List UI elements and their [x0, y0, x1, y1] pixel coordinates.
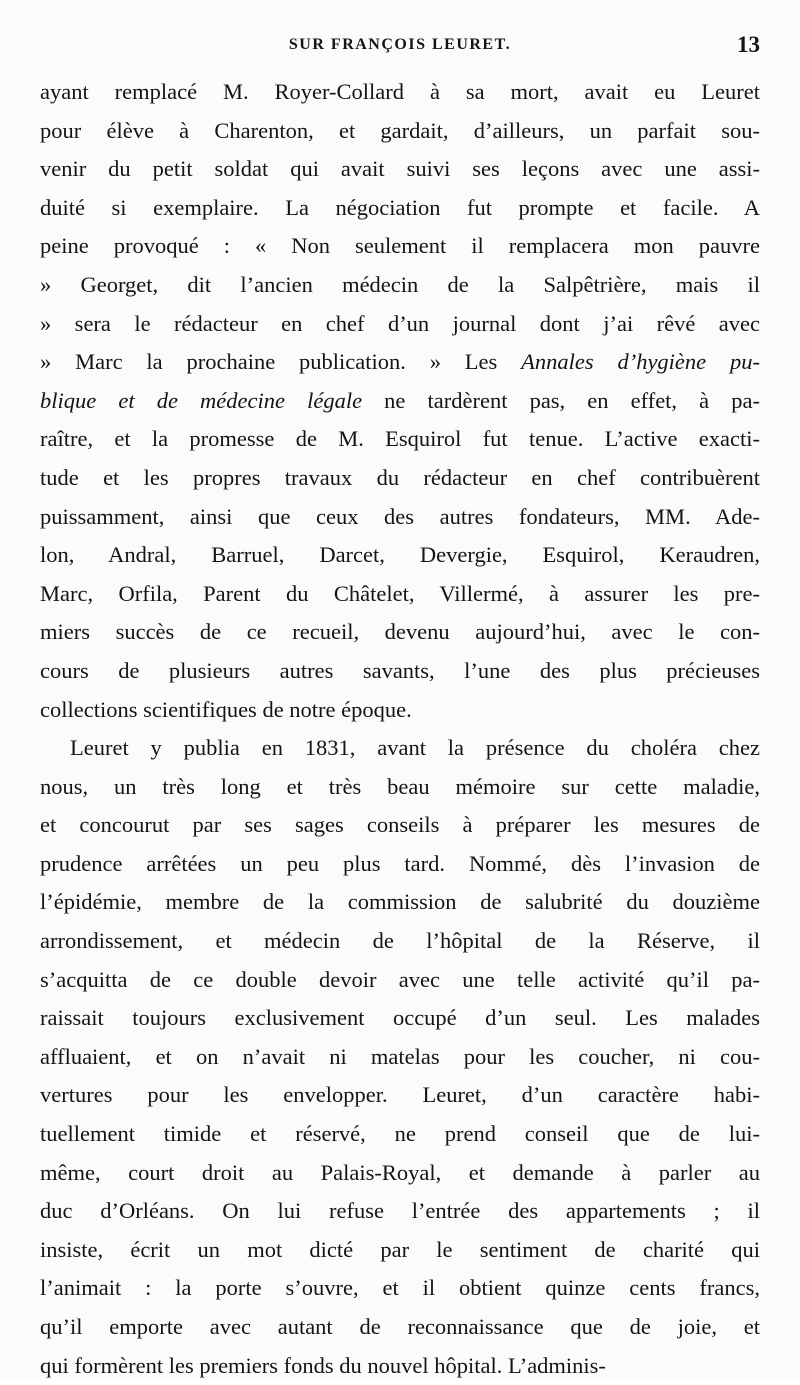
text-line [40, 305, 760, 344]
italic-text: Annales d’hygiène pu- [521, 349, 760, 375]
text-run: lon, Andral, Barruel, Darcet, Devergie, Esquirol, Keraudren, [40, 542, 760, 568]
text-run: duc d’Orléans. On lui refuse l’entrée des appartements ; il [40, 1198, 760, 1224]
text-line [40, 420, 760, 459]
text-run: arrondissement, et médecin de l’hôpital de la Réserve, il [40, 928, 760, 954]
text-line [40, 343, 760, 382]
text-run: tuellement timide et réservé, ne prend conseil que de lui- [40, 1121, 760, 1147]
text-run: pour élève à Charenton, et gardait, d’ailleurs, un parfait sou- [40, 117, 760, 143]
text-line [40, 575, 760, 614]
text-line [40, 227, 760, 266]
text-run: l’épidémie, membre de la commission de salubrité du douzième [40, 889, 760, 915]
text-line [40, 150, 760, 189]
text-line [40, 845, 760, 884]
text-run: insiste, écrit un mot dicté par le sentiment de charité qui [40, 1236, 760, 1262]
body-text [40, 73, 760, 1385]
text-run: collections scientifiques de notre époque. [40, 696, 412, 722]
text-line [40, 1308, 760, 1347]
text-line [40, 652, 760, 691]
text-run: raissait toujours exclusivement occupé d’un seul. Les malades [40, 1005, 760, 1031]
text-run: peine provoqué : « Non seulement il remplacera mon pauvre [40, 233, 760, 259]
text-line [40, 112, 760, 151]
text-line [40, 1231, 760, 1270]
text-run: duité si exemplaire. La négociation fut prompte et facile. A [40, 194, 760, 220]
text-run: » Marc la prochaine publication. » Les [40, 349, 522, 375]
text-line [40, 961, 760, 1000]
text-line [40, 613, 760, 652]
text-line [40, 883, 760, 922]
text-run: » sera le rédacteur en chef d’un journal dont j’ai rêvé avec [40, 310, 760, 336]
text-run: ne tardèrent pas, en effet, à pa- [362, 387, 760, 413]
text-run: vertures pour les envelopper. Leuret, d’un caractère habi- [40, 1082, 760, 1108]
text-run: puissamment, ainsi que ceux des autres fondateurs, MM. Ade- [40, 503, 760, 529]
running-head: SUR FRANÇOIS LEURET. [288, 36, 512, 53]
text-line [40, 189, 760, 228]
text-run: » Georget, dit l’ancien médecin de la Salpêtrière, mais il [40, 271, 760, 297]
text-run: venir du petit soldat qui avait suivi ses leçons avec une assi- [40, 156, 760, 182]
text-line [40, 1076, 760, 1115]
text-line [40, 729, 760, 768]
text-line [40, 1192, 760, 1231]
text-line [40, 266, 760, 305]
text-run: affluaient, et on n’avait ni matelas pour les coucher, ni cou- [40, 1043, 760, 1069]
text-line [40, 999, 760, 1038]
text-run: qu’il emporte avec autant de reconnaissance que de joie, et [40, 1314, 760, 1339]
italic-text: blique et de médecine légale [40, 387, 363, 413]
text-line [40, 1347, 760, 1385]
text-line [40, 1038, 760, 1077]
text-line [40, 691, 760, 730]
text-run: cours de plusieurs autres savants, l’une des plus précieuses [40, 657, 760, 683]
text-line [40, 1269, 760, 1308]
text-run: s’acquitta de ce double devoir avec une telle activité qu’il pa- [40, 966, 760, 992]
text-line [40, 498, 760, 537]
text-run: même, court droit au Palais-Royal, et demande à parler au [40, 1159, 760, 1185]
text-run: l’animait : la porte s’ouvre, et il obtient quinze cents francs, [40, 1275, 760, 1301]
text-run: nous, un très long et très beau mémoire sur cette maladie, [40, 773, 760, 799]
text-line [40, 1115, 760, 1154]
text-line [40, 1154, 760, 1193]
text-run: ayant remplacé M. Royer-Collard à sa mort, avait eu Leuret [40, 79, 760, 104]
text-line [40, 382, 760, 421]
page-header [40, 32, 760, 66]
text-run: Marc, Orfila, Parent du Châtelet, Villermé, à assurer les pre- [40, 580, 760, 606]
text-line [40, 806, 760, 845]
text-line [40, 73, 760, 112]
text-line [40, 922, 760, 961]
text-line [40, 536, 760, 575]
text-line [40, 459, 760, 498]
text-run: et concourut par ses sages conseils à préparer les mesures de [40, 812, 760, 838]
text-run: Leuret y publia en 1831, avant la présence du choléra chez [70, 735, 760, 761]
text-run: prudence arrêtées un peu plus tard. Nommé, dès l’invasion de [40, 850, 760, 876]
text-run: tude et les propres travaux du rédacteur en chef contribuèrent [40, 464, 760, 490]
text-run: raître, et la promesse de M. Esquirol fut tenue. L’active exacti- [40, 426, 760, 452]
text-run: qui formèrent les premiers fonds du nouvel hôpital. L’adminis- [40, 1352, 606, 1378]
text-run: miers succès de ce recueil, devenu aujourd’hui, avec le con- [40, 619, 760, 645]
paragraph [40, 73, 760, 729]
text-line [40, 768, 760, 807]
paragraph [40, 729, 760, 1385]
page-number: 13 [737, 32, 760, 57]
